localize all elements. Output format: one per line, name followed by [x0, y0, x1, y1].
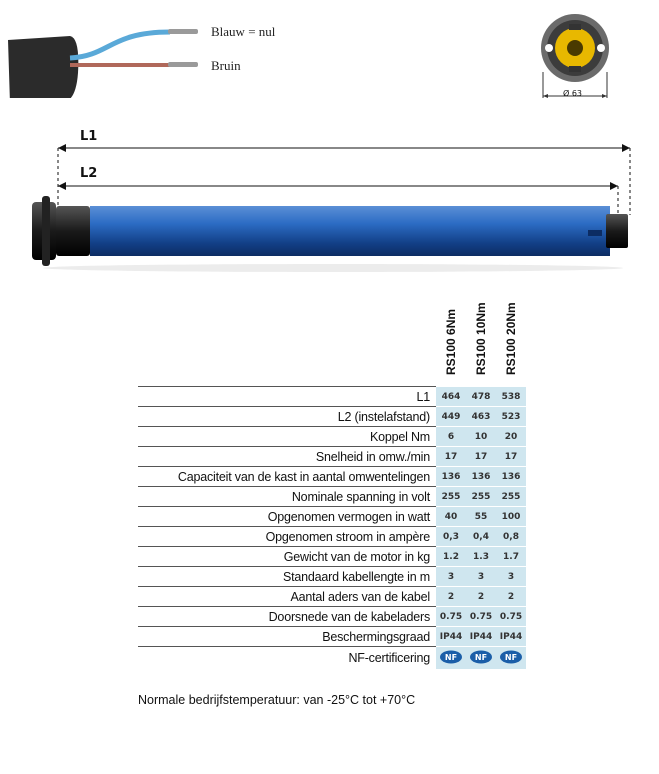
row-label: Nominale spanning in volt	[138, 487, 436, 507]
l2-label: L2	[80, 166, 98, 181]
tubular-motor-image	[28, 192, 638, 272]
column-header-rs100-6nm: RS100 6Nm	[444, 308, 458, 375]
cell-value: 0,4	[466, 527, 496, 547]
row-label: NF-certificering	[138, 647, 436, 670]
svg-text:NF: NF	[504, 653, 518, 662]
cell-value: 0.75	[436, 607, 466, 627]
row-label: Snelheid in omw./min	[138, 447, 436, 467]
cell-value: 1.2	[436, 547, 466, 567]
row-label: Opgenomen vermogen in watt	[138, 507, 436, 527]
cable-illustration	[0, 18, 205, 98]
cell-value: 0,3	[436, 527, 466, 547]
cell-value: 3	[466, 567, 496, 587]
cell-value: 0,8	[496, 527, 526, 547]
row-label: Beschermingsgraad	[138, 627, 436, 647]
cell-value: 3	[496, 567, 526, 587]
row-label: L2 (instelafstand)	[138, 407, 436, 427]
row-label: L1	[138, 387, 436, 407]
column-header-rs100-20nm: RS100 20Nm	[504, 302, 518, 375]
cell-value: IP44	[466, 627, 496, 647]
cell-value: 136	[436, 467, 466, 487]
cell-value: 449	[436, 407, 466, 427]
operating-temperature-note: Normale bedrijfstemperatuur: van -25°C tot +70°C	[138, 693, 416, 707]
row-label: Gewicht van de motor in kg	[138, 547, 436, 567]
table-row	[138, 527, 526, 547]
cell-value: 3	[436, 567, 466, 587]
cell-value: 0.75	[496, 607, 526, 627]
nf-logo-icon	[466, 647, 496, 670]
table-row	[138, 467, 526, 487]
svg-text:NF: NF	[474, 653, 488, 662]
cell-value: 538	[496, 387, 526, 407]
cell-value: 2	[496, 587, 526, 607]
cell-value: 2	[436, 587, 466, 607]
cell-value: 40	[436, 507, 466, 527]
cell-value: 463	[466, 407, 496, 427]
cell-value: 0.75	[466, 607, 496, 627]
cell-value: 17	[436, 447, 466, 467]
cell-value: IP44	[496, 627, 526, 647]
table-row	[138, 647, 526, 670]
column-header-rs100-10nm: RS100 10Nm	[474, 302, 488, 375]
table-row	[138, 427, 526, 447]
table-row	[138, 627, 526, 647]
table-row	[138, 587, 526, 607]
cell-value: 17	[466, 447, 496, 467]
cell-value: 20	[496, 427, 526, 447]
table-row	[138, 447, 526, 467]
svg-text:NF: NF	[444, 653, 458, 662]
table-row	[138, 387, 526, 407]
cell-value: 255	[436, 487, 466, 507]
l1-label: L1	[80, 129, 98, 144]
cell-value: 1.7	[496, 547, 526, 567]
cell-value: 255	[496, 487, 526, 507]
cell-value: 17	[496, 447, 526, 467]
motor-head-diagram	[535, 12, 635, 107]
row-label: Standaard kabellengte in m	[138, 567, 436, 587]
cell-value: 464	[436, 387, 466, 407]
cell-value: IP44	[436, 627, 466, 647]
cell-value: 478	[466, 387, 496, 407]
cell-value: 255	[466, 487, 496, 507]
cell-value: 136	[496, 467, 526, 487]
table-row	[138, 607, 526, 627]
table-row	[138, 507, 526, 527]
table-row	[138, 567, 526, 587]
row-label: Doorsnede van de kabeladers	[138, 607, 436, 627]
table-row	[138, 547, 526, 567]
table-row	[138, 487, 526, 507]
cell-value: 136	[466, 467, 496, 487]
row-label: Capaciteit van de kast in aantal omwentelingen	[138, 467, 436, 487]
brown-wire-label: Bruin	[211, 58, 241, 73]
cell-value: 1.3	[466, 547, 496, 567]
spec-table	[138, 386, 526, 669]
cell-value: 55	[466, 507, 496, 527]
diameter-label: Ø 63	[563, 89, 583, 98]
row-label: Koppel Nm	[138, 427, 436, 447]
nf-logo-icon	[436, 647, 466, 670]
row-label: Opgenomen stroom in ampère	[138, 527, 436, 547]
blue-wire-label: Blauw = nul	[211, 24, 276, 39]
cell-value: 2	[466, 587, 496, 607]
row-label: Aantal aders van de kabel	[138, 587, 436, 607]
table-row	[138, 407, 526, 427]
cell-value: 100	[496, 507, 526, 527]
nf-logo-icon	[496, 647, 526, 670]
cell-value: 10	[466, 427, 496, 447]
cell-value: 6	[436, 427, 466, 447]
cell-value: 523	[496, 407, 526, 427]
